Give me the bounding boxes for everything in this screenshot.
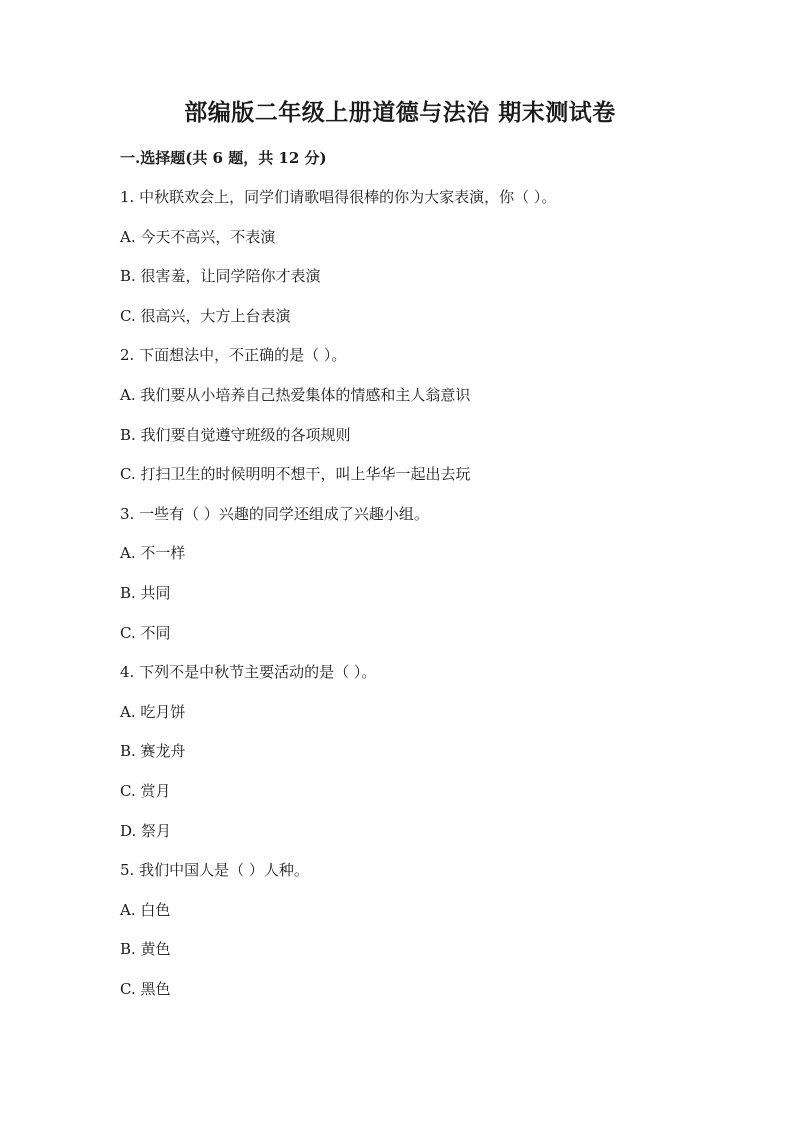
question-stem-3: 3. 一些有（ ）兴趣的同学还组成了兴趣小组。 — [120, 504, 429, 523]
option-4b: B. 赛龙舟 — [120, 742, 186, 761]
option-1a: A. 今天不高兴，不表演 — [120, 227, 276, 246]
option-5a: A. 白色 — [120, 900, 171, 919]
option-5c: C. 黑色 — [120, 979, 171, 998]
page-title: 部编版二年级上册道德与法治 期末测试卷 — [184, 99, 616, 126]
option-1c: C. 很高兴，大方上台表演 — [120, 306, 291, 325]
option-3c: C. 不同 — [120, 623, 171, 642]
option-4d: D. 祭月 — [120, 821, 172, 840]
option-3b: B. 共同 — [120, 583, 171, 602]
option-1b: B. 很害羞，让同学陪你才表演 — [120, 267, 321, 286]
option-5b: B. 黄色 — [120, 940, 171, 959]
question-list — [120, 185, 720, 1016]
question-stem-1: 1. 中秋联欢会上，同学们请歌唱得很棒的你为大家表演，你（ ）。 — [120, 188, 557, 206]
option-4a: A. 吃月饼 — [120, 702, 186, 721]
section-heading: 一.选择题(共 6 题，共 12 分) — [120, 149, 327, 167]
question-stem-5: 5. 我们中国人是（ ）人种。 — [120, 861, 309, 880]
question-stem-4: 4. 下列不是中秋节主要活动的是（ ）。 — [120, 663, 377, 682]
option-2b: B. 我们要自觉遵守班级的各项规则 — [120, 425, 351, 444]
option-2c: C. 打扫卫生的时候明明不想干，叫上华华一起出去玩 — [120, 465, 471, 484]
option-2a: A. 我们要从小培养自己热爱集体的情感和主人翁意识 — [120, 385, 471, 404]
option-4c: C. 赏月 — [120, 781, 171, 800]
option-3a: A. 不一样 — [120, 544, 186, 563]
question-stem-2: 2. 下面想法中，不正确的是（ ）。 — [120, 346, 347, 365]
